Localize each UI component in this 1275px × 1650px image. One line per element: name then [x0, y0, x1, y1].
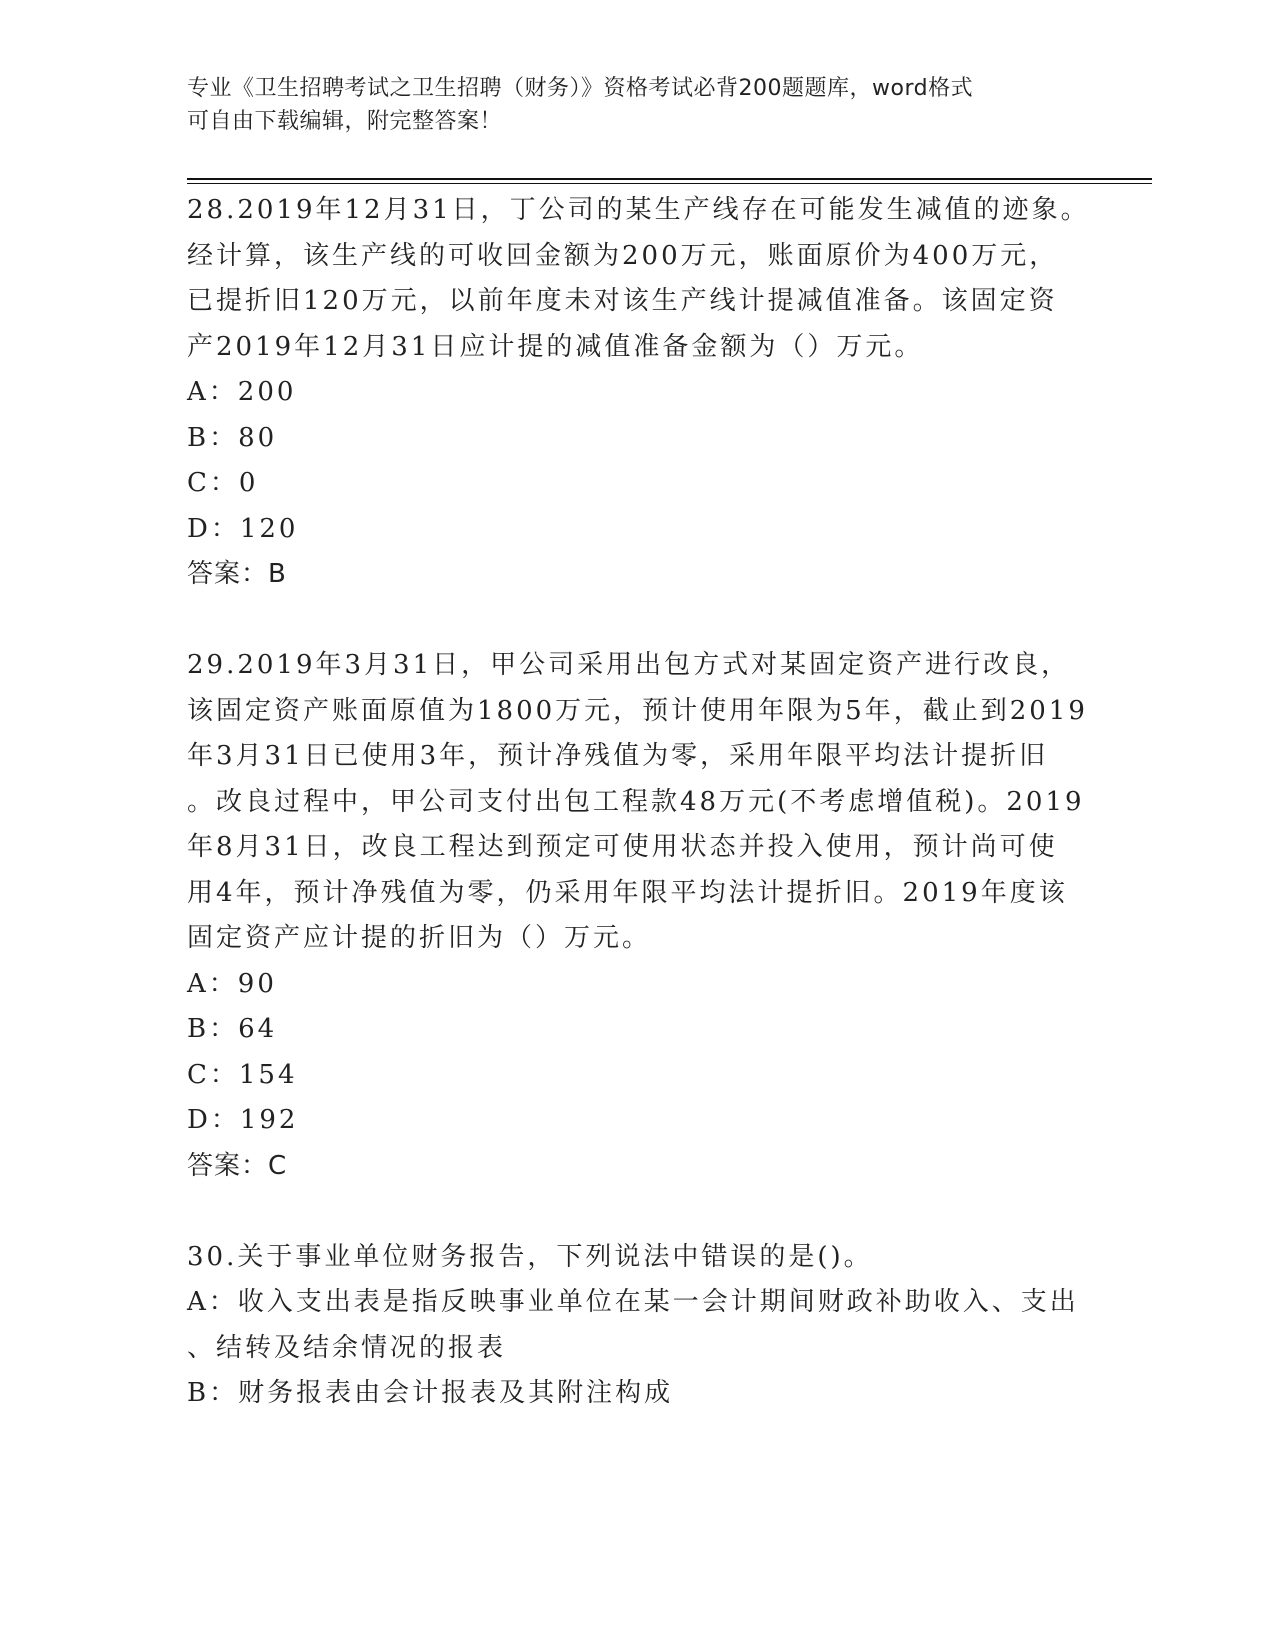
question-text-line: 用4年，预计净残值为零，仍采用年限平均法计提折旧。2019年度该	[187, 877, 1068, 908]
question-spacer	[187, 598, 1087, 644]
answer-line: 答案：B	[187, 559, 287, 589]
option-a: A：200	[187, 377, 297, 407]
answer-line: 答案：C	[187, 1150, 288, 1181]
question-text-line: 30.关于事业单位财务报告，下列说法中错误的是()。	[187, 1241, 873, 1272]
header-title-line-2: 可自由下载编辑，附完整答案！	[187, 109, 503, 134]
document-header	[187, 72, 1067, 138]
header-rule-thick	[187, 178, 1152, 180]
question-text-line: 该固定资产账面原值为1800万元，预计使用年限为5年，截止到2019	[187, 695, 1088, 726]
option-a: A：90	[187, 968, 277, 999]
option-d: D：192	[187, 1105, 299, 1135]
option-b: B：64	[187, 1014, 278, 1044]
question-28	[187, 188, 1090, 598]
option-d: D：120	[187, 513, 299, 544]
question-text-line: 年3月31日已使用3年，预计净残值为零，采用年限平均法计提折旧	[187, 741, 1049, 771]
question-30	[187, 1235, 1087, 1417]
question-text-line: 固定资产应计提的折旧为（）万元。	[187, 923, 652, 953]
question-text-line: 年8月31日，改良工程达到预定可使用状态并投入使用，预计尚可使	[187, 832, 1058, 862]
option-a: A：收入支出表是指反映事业单位在某一会计期间财政补助收入、支出	[187, 1287, 1079, 1317]
question-29	[187, 643, 1087, 1189]
question-text-line: 产2019年12月31日应计提的减值准备金额为（）万元。	[187, 331, 924, 362]
header-title-line-1: 专业《卫生招聘考试之卫生招聘（财务）》资格考试必背200题题库，word格式	[187, 76, 974, 101]
option-c: C：0	[187, 468, 259, 498]
question-text-line: 经计算，该生产线的可收回金额为200万元，账面原价为400万元，	[187, 240, 1059, 271]
header-rule-thin	[187, 183, 1152, 184]
question-text-line: 29.2019年3月31日，甲公司采用出包方式对某固定资产进行改良，	[187, 650, 1071, 680]
question-text-line: 28.2019年12月31日，丁公司的某生产线存在可能发生减值的迹象。	[187, 195, 1090, 225]
option-b: B：财务报表由会计报表及其附注构成	[187, 1378, 674, 1408]
question-spacer	[187, 1189, 1087, 1235]
option-b: B：80	[187, 422, 278, 453]
question-list	[187, 188, 1090, 1417]
option-c: C：154	[187, 1059, 298, 1090]
question-text-line: 已提折旧120万元，以前年度未对该生产线计提减值准备。该固定资	[187, 286, 1058, 316]
question-text-line: 。改良过程中，甲公司支付出包工程款48万元(不考虑增值税)。2019	[187, 786, 1085, 817]
option-a-continued: 、结转及结余情况的报表	[187, 1332, 507, 1363]
